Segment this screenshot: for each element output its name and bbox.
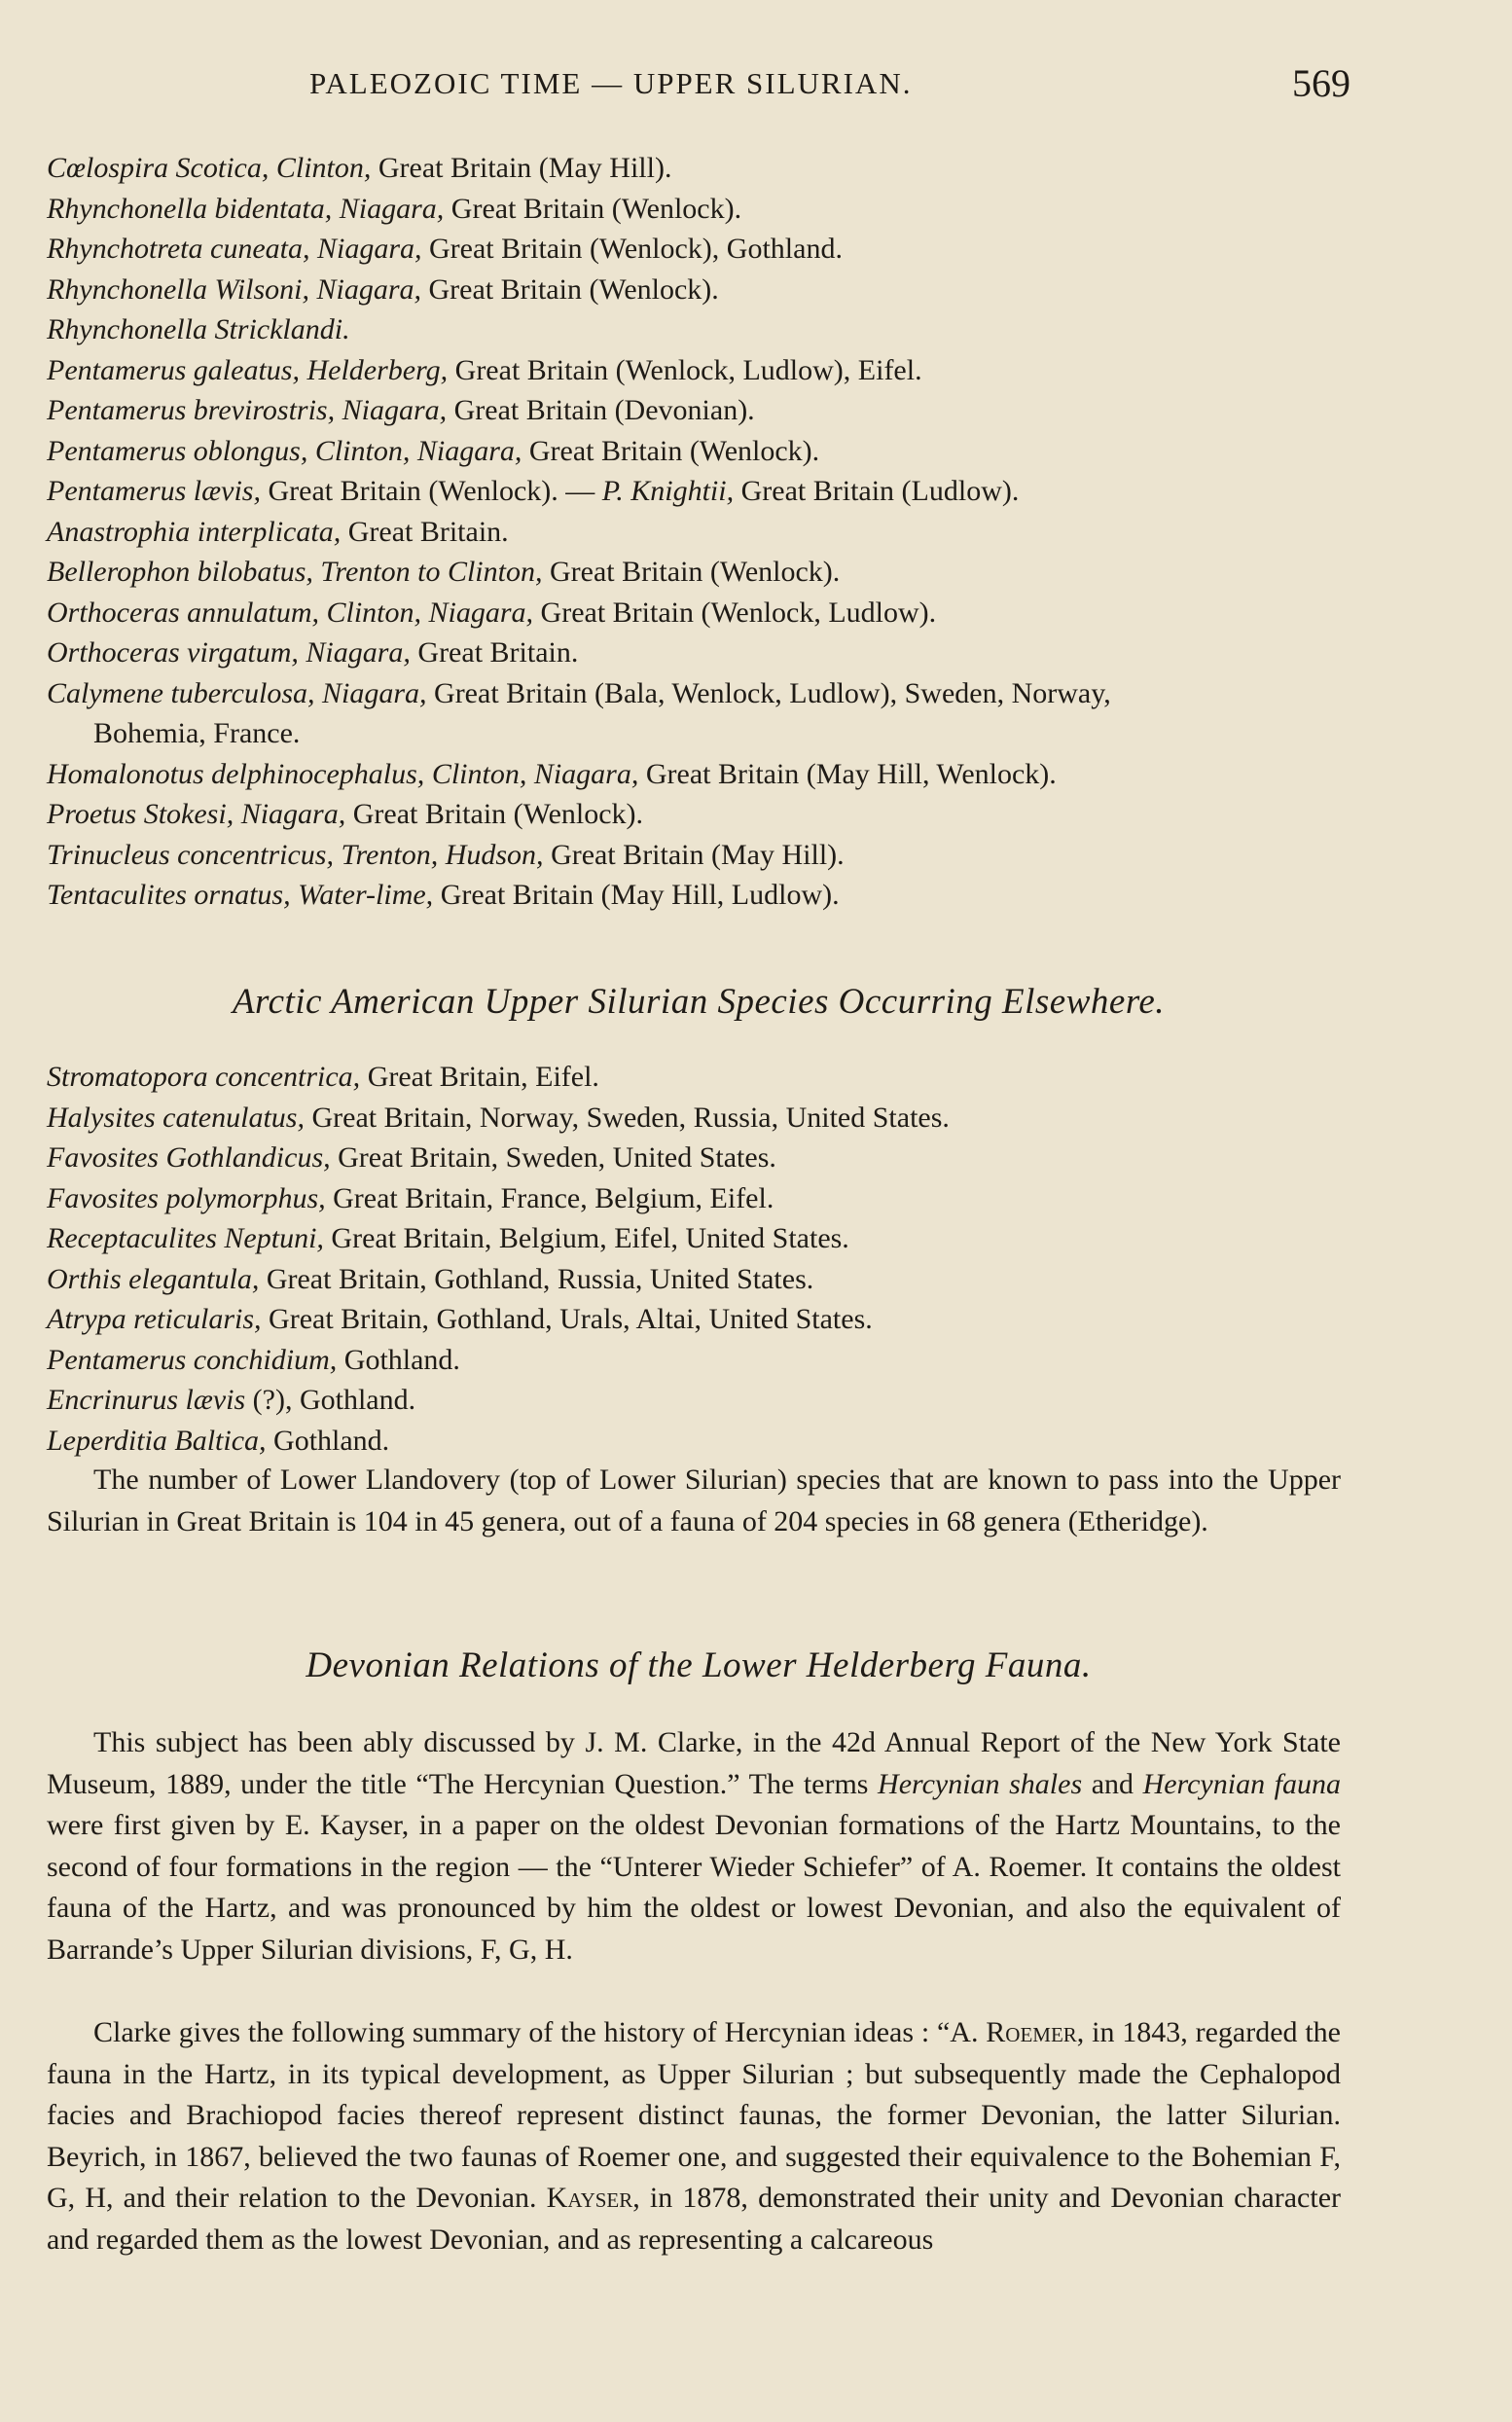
species-entry: Proetus Stokesi, Niagara, Great Britain (Wenlock). [47, 798, 644, 830]
species-entry: Leperditia Baltica, Gothland. [47, 1424, 390, 1457]
species-entry: Pentamerus brevirostris, Niagara, Great Britain (Devonian). [47, 394, 755, 426]
species-entry: Halysites catenulatus, Great Britain, Norway, Sweden, Russia, United States. [47, 1101, 950, 1134]
species-entry: Calymene tuberculosa, Niagara, Great Britain (Bala, Wenlock, Ludlow), Sweden, Norway, [47, 676, 1111, 709]
species-entry: Rhynchotreta cuneata, Niagara, Great Britain (Wenlock), Gothland. [47, 233, 843, 265]
species-entry: Trinucleus concentricus, Trenton, Hudson, Great Britain (May Hill). [47, 838, 845, 871]
species-entry: Rhynchonella Stricklandi. [47, 313, 350, 345]
species-entry: Anastrophia interplicata, Great Britain. [47, 515, 509, 548]
running-head: PALEOZOIC TIME — UPPER SILURIAN. [309, 66, 913, 100]
species-entry: Favosites polymorphus, Great Britain, France, Belgium, Eifel. [47, 1181, 774, 1214]
section-heading-arctic: Arctic American Upper Silurian Species Occurring Elsewhere. [232, 982, 1166, 1022]
species-entry: Atrypa reticularis, Great Britain, Gothland, Urals, Altai, United States. [47, 1303, 873, 1335]
species-list-british [47, 148, 1350, 916]
page-header [47, 60, 1350, 119]
species-entry-continuation: Bohemia, France. [93, 717, 301, 749]
species-entry: Encrinurus lævis (?), Gothland. [47, 1384, 416, 1416]
species-entry: Receptaculites Neptuni, Great Britain, Belgium, Eifel, United States. [47, 1222, 849, 1254]
species-list-arctic [47, 1057, 1350, 1461]
species-entry: Orthoceras annulatum, Clinton, Niagara, Great Britain (Wenlock, Ludlow). [47, 596, 937, 629]
paragraph-hercynian-intro: This subject has been ably discussed by J. M. Clarke, in the 42d Annual Report of the New York State Museum, 1889, under the title “The Hercynian Question.” The terms Hercynian shales and Hercynian fauna were first given by E. Kayser, in a paper on the oldest Devonian formations of the Hartz Mountains, to the second of four formations in the region — the “Unterer Wieder Schiefer” of A. Roemer. It contains the oldest fauna of the Hartz, and was pronounced by him the oldest or lowest Devonian, and also the equivalent of Barrande’s Upper Silurian divisions, F, G, H. [47, 1726, 1341, 1966]
species-entry: Rhynchonella Wilsoni, Niagara, Great Britain (Wenlock). [47, 272, 719, 306]
paragraph-hercynian-history: Clarke gives the following summary of the history of Hercynian ideas : “A. Roemer, in 1843, regarded the fauna in the Hartz, in its typical development, as Upper Silurian ; but subsequently made the Cephalopod facies and Brachiopod facies thereof represent distinct faunas, the former Devonian, the latter Silurian. Beyrich, in 1867, believed the two faunas of Roemer one, and suggested their equivalence to the Bohemian F, G, H, and their relation to the Devonian. Kayser, in 1878, demonstrated their unity and Devonian character and regarded them as the lowest Devonian, and as representing a calcareous [47, 2016, 1341, 2256]
page-number: 569 [1292, 61, 1350, 105]
species-entry: Favosites Gothlandicus, Great Britain, Sweden, United States. [47, 1141, 776, 1174]
species-entry: Cœlospira Scotica, Clinton, Great Britain (May Hill). [47, 152, 672, 184]
species-entry: Bellerophon bilobatus, Trenton to Clinton, Great Britain (Wenlock). [47, 556, 841, 588]
species-entry: Orthoceras virgatum, Niagara, Great Britain. [47, 636, 579, 669]
species-entry: Pentamerus galeatus, Helderberg, Great Britain (Wenlock, Ludlow), Eifel. [47, 353, 922, 386]
species-entry: Stromatopora concentrica, Great Britain, Eifel. [47, 1061, 599, 1093]
species-entry: Pentamerus conchidium, Gothland. [47, 1343, 460, 1376]
paragraph-llandovery: The number of Lower Llandovery (top of Lower Silurian) species that are known to pass into the Upper Silurian in Great Britain is 104 in 45 genera, out of a fauna of 204 species in 68 genera (Etheridge). [47, 1464, 1341, 1537]
species-entry: Orthis elegantula, Great Britain, Gothland, Russia, United States. [47, 1262, 814, 1295]
section-heading-devonian: Devonian Relations of the Lower Helderberg Fauna. [306, 1645, 1092, 1685]
species-entry: Tentaculites ornatus, Water-lime, Great Britain (May Hill, Ludlow). [47, 879, 840, 911]
species-entry: Homalonotus delphinocephalus, Clinton, Niagara, Great Britain (May Hill, Wenlock). [47, 757, 1057, 790]
species-entry: Pentamerus lævis, Great Britain (Wenlock). — P. Knightii, Great Britain (Ludlow). [47, 475, 1020, 507]
species-entry: Pentamerus oblongus, Clinton, Niagara, Great Britain (Wenlock). [47, 434, 820, 467]
species-entry: Rhynchonella bidentata, Niagara, Great Britain (Wenlock). [47, 192, 742, 225]
